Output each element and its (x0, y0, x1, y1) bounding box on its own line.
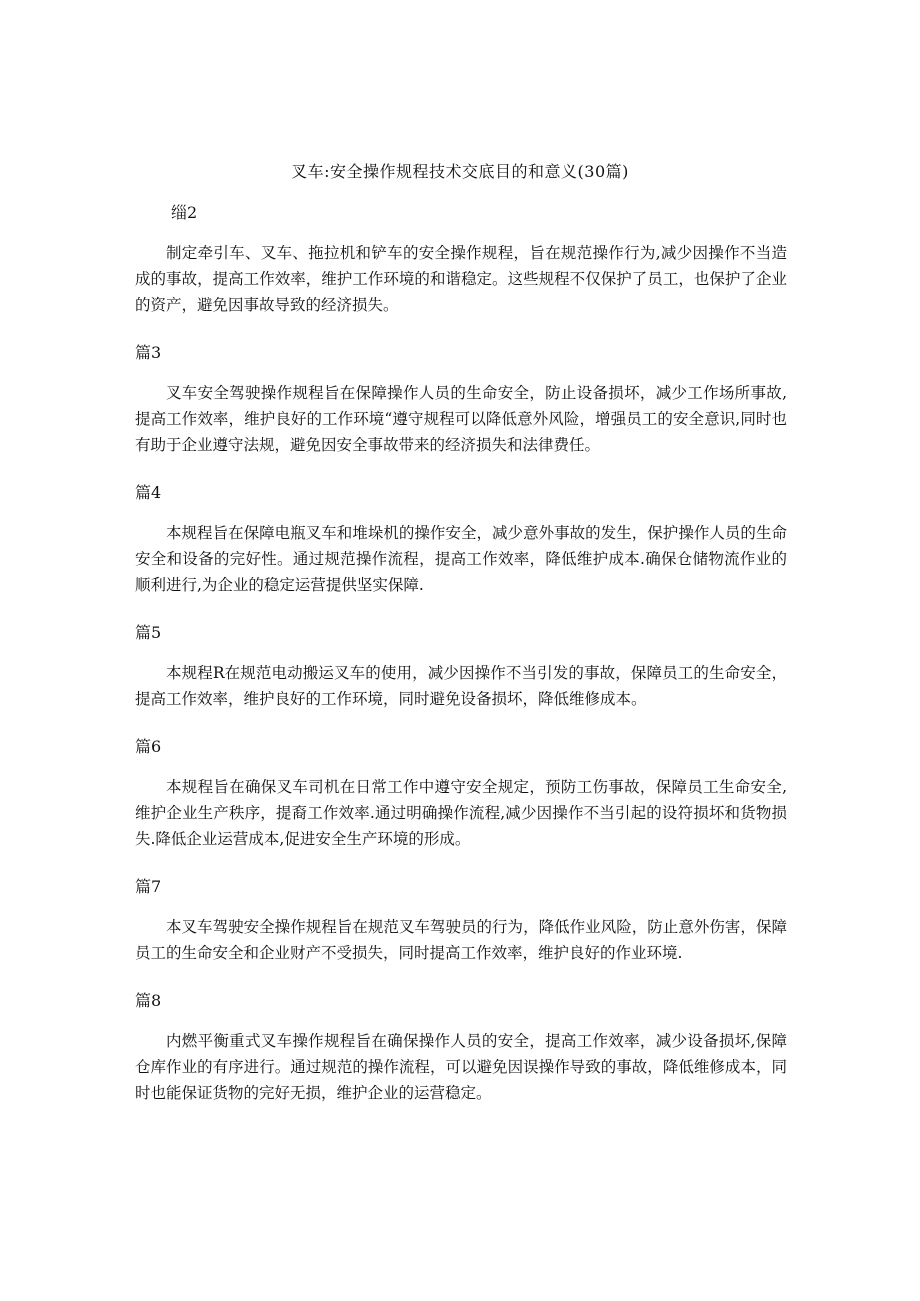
section-paragraph: 叉车安全驾驶操作规程旨在保障操作人员的生命安全，防止设备损坏，减少工作场所事故,提高工作效率，维护良好的工作环境“遵守规程可以降低意外风险，增强员工的安全意识,同时也有助于企业遵守法规，避免因安全事故带来的经济损失和法律费任。 (135, 384, 787, 454)
section-paragraph: 本规程R在规范电动搬运叉车的使用，减少因操作不当引发的事故，保障员工的生命安全，提高工作效率，维护良好的工作环境，同时避免设备损坏，降低维修成本。 (135, 664, 787, 708)
section-heading: 缁2 (171, 203, 198, 222)
section-paragraph: 内燃平衡重式叉车操作规程旨在确保操作人员的安全，提高工作效率，减少设备损坏,保障仓库作业的有序进行。通过规范的操作流程，可以避免因误操作导致的事故，降低维修成本，同时也能保证货物的完好无损，维护企业的运营稳定。 (135, 1032, 787, 1102)
section-3 (135, 340, 787, 458)
section-heading: 篇8 (135, 991, 162, 1010)
section-4 (135, 480, 787, 598)
section-5 (135, 620, 787, 712)
section-2 (135, 200, 787, 318)
section-paragraph: 本叉车驾驶安全操作规程旨在规范叉车驾驶员的行为，降低作业风险，防止意外伤害，保障员工的生命安全和企业财产不受损失，同时提高工作效率，维护良好的作业环境. (135, 918, 787, 962)
section-paragraph: 本规程旨在保障电瓶叉车和堆垛机的操作安全，减少意外事故的发生，保护操作人员的生命安全和设备的完好性。通过规范操作流程，提高工作效率，降低维护成本.确保仓储物流作业的顺利进行,为企业的稳定运营提供坚实保障. (135, 524, 787, 594)
section-7 (135, 874, 787, 966)
section-paragraph: 本规程旨在确保叉车司机在日常工作中遵守安全规定，预防工伤事故，保障员工生命安全,维护企业生产秩序，提裔工作效率.通过明确操作流程,减少因操作不当引起的设符损坏和货物损失.降低企业运营成本,促进安全生产环境的形成。 (135, 778, 787, 848)
section-paragraph: 制定牵引车、叉车、拖拉机和铲车的安全操作规程，旨在规范操作行为,减少因操作不当造成的事故，提高工作效率，维护工作环境的和谐稳定。这些规程不仅保护了员工，也保护了企业的资产，避免因事故导致的经济损失。 (135, 244, 787, 314)
section-heading: 篇4 (135, 483, 162, 502)
section-heading: 篇6 (135, 737, 162, 756)
section-8 (135, 988, 787, 1106)
document-title: 叉车:安全操作规程技术交底目的和意义(30篇) (291, 162, 629, 181)
document-body (135, 200, 787, 1128)
section-heading: 篇7 (135, 877, 162, 896)
section-heading: 篇3 (135, 343, 162, 362)
section-6 (135, 734, 787, 852)
section-heading: 篇5 (135, 623, 162, 642)
